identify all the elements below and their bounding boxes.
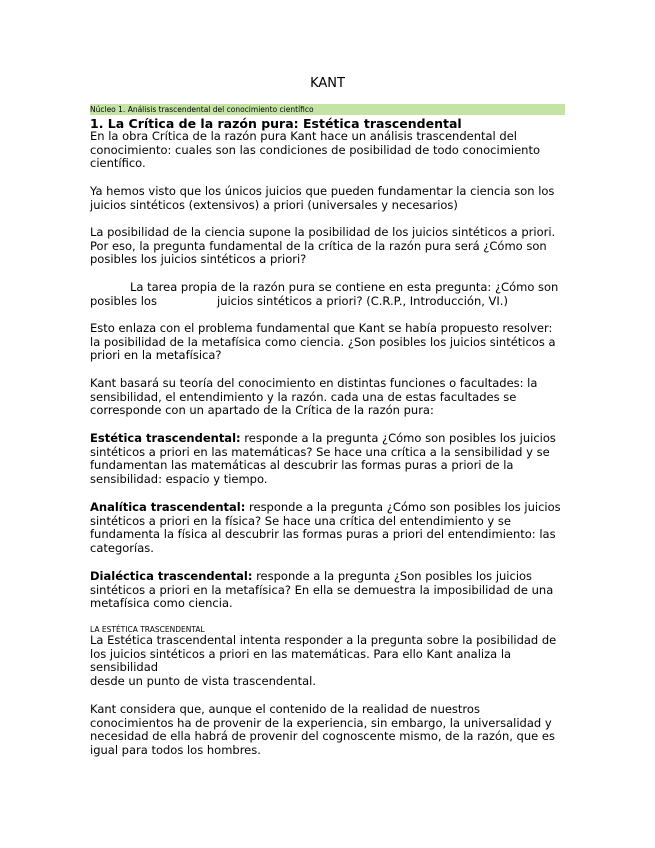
paragraph-dialectica bbox=[90, 570, 565, 611]
paragraph-analitica bbox=[90, 501, 565, 555]
paragraph-facultades: Kant basará su teoría del conocimiento en distintas funciones o facultades: la sensibilidad, el entendimiento y la razón. cada una de estas facultades se corresponde con un apartado de la Crítica de la razón pura: bbox=[90, 376, 538, 418]
paragraph-juicios: Ya hemos visto que los únicos juicios que pueden fundamentar la ciencia son los juicios sintéticos (extensivos) a priori (universales y necesarios) bbox=[90, 184, 555, 212]
analitica-text: responde a la pregunta ¿Cómo son posibles los juicios sintéticos a priori en la física? Se hace una crítica del entendimiento y se fundamenta la física al descubrir las formas puras a priori del entendimiento: las categorías. bbox=[90, 500, 561, 555]
paragraph-experiencia: Kant considera que, aunque el contenido de la realidad de nuestros conocimientos ha de provenir de la experiencia, sin embargo, la universalidad y necesidad de ella habrá de provenir del cognoscente mismo, de la razón, que es igual para todos los hombres. bbox=[90, 702, 555, 757]
quote-part-2: juicios sintéticos a priori? (C.R.P., Introducción, VI.) bbox=[216, 293, 508, 308]
dialectica-text: responde a la pregunta ¿Son posibles los juicios sintéticos a priori en la metafísica? En ella se demuestra la imposibilidad de una metafísica como ciencia. bbox=[90, 569, 554, 611]
estetica-label: Estética trascendental: bbox=[90, 431, 241, 445]
quote-part-1: La tarea propia de la razón pura se contiene en esta pregunta: ¿Cómo son posibles los bbox=[90, 280, 559, 308]
section-heading: 1. La Crítica de la razón pura: Estética trascendental bbox=[90, 116, 462, 131]
estetica-text: responde a la pregunta ¿Cómo son posibles los juicios sintéticos a priori en las matemáticas? Se hace una crítica a la sensibilidad y se fundamentan las matemáticas al descubrir las formas puras a priori de la sensibilidad: espacio y tiempo. bbox=[90, 431, 556, 486]
section-banner: Núcleo 1. Análisis trascendental del conocimiento científico bbox=[90, 104, 565, 115]
estetica-intro-part-2: desde un punto de vista trascendental. bbox=[90, 673, 316, 688]
analitica-label: Analítica trascendental: bbox=[90, 500, 246, 514]
paragraph-posibilidad: La posibilidad de la ciencia supone la posibilidad de los juicios sintéticos a priori. Por eso, la pregunta fundamental de la crítica de la razón pura será ¿Cómo son posibles los juicios sintéticos a priori? bbox=[90, 225, 556, 267]
paragraph-intro: En la obra Crítica de la razón pura Kant hace un análisis trascendental del conocimiento: cuales son las condiciones de posibilidad de todo conocimiento científico. bbox=[90, 129, 540, 171]
paragraph-metafisica: Esto enlaza con el problema fundamental que Kant se había propuesto resolver: la posibilidad de la metafísica como ciencia. ¿Son posibles los juicios sintéticos a priori en la metafísica? bbox=[90, 321, 556, 363]
paragraph-estetica-intro bbox=[90, 634, 565, 688]
document-title: KANT bbox=[310, 76, 345, 91]
dialectica-label: Dialéctica trascendental: bbox=[90, 569, 253, 583]
estetica-intro-part-1: La Estética trascendental intenta responder a la pregunta sobre la posibilidad de los juicios sintéticos a priori en las matemáticas. Para ello Kant analiza la sensibilidad bbox=[90, 633, 557, 675]
subsection-heading: LA ESTÉTICA TRASCENDENTAL bbox=[90, 625, 205, 634]
paragraph-quote bbox=[90, 281, 565, 308]
paragraph-estetica bbox=[90, 432, 565, 486]
